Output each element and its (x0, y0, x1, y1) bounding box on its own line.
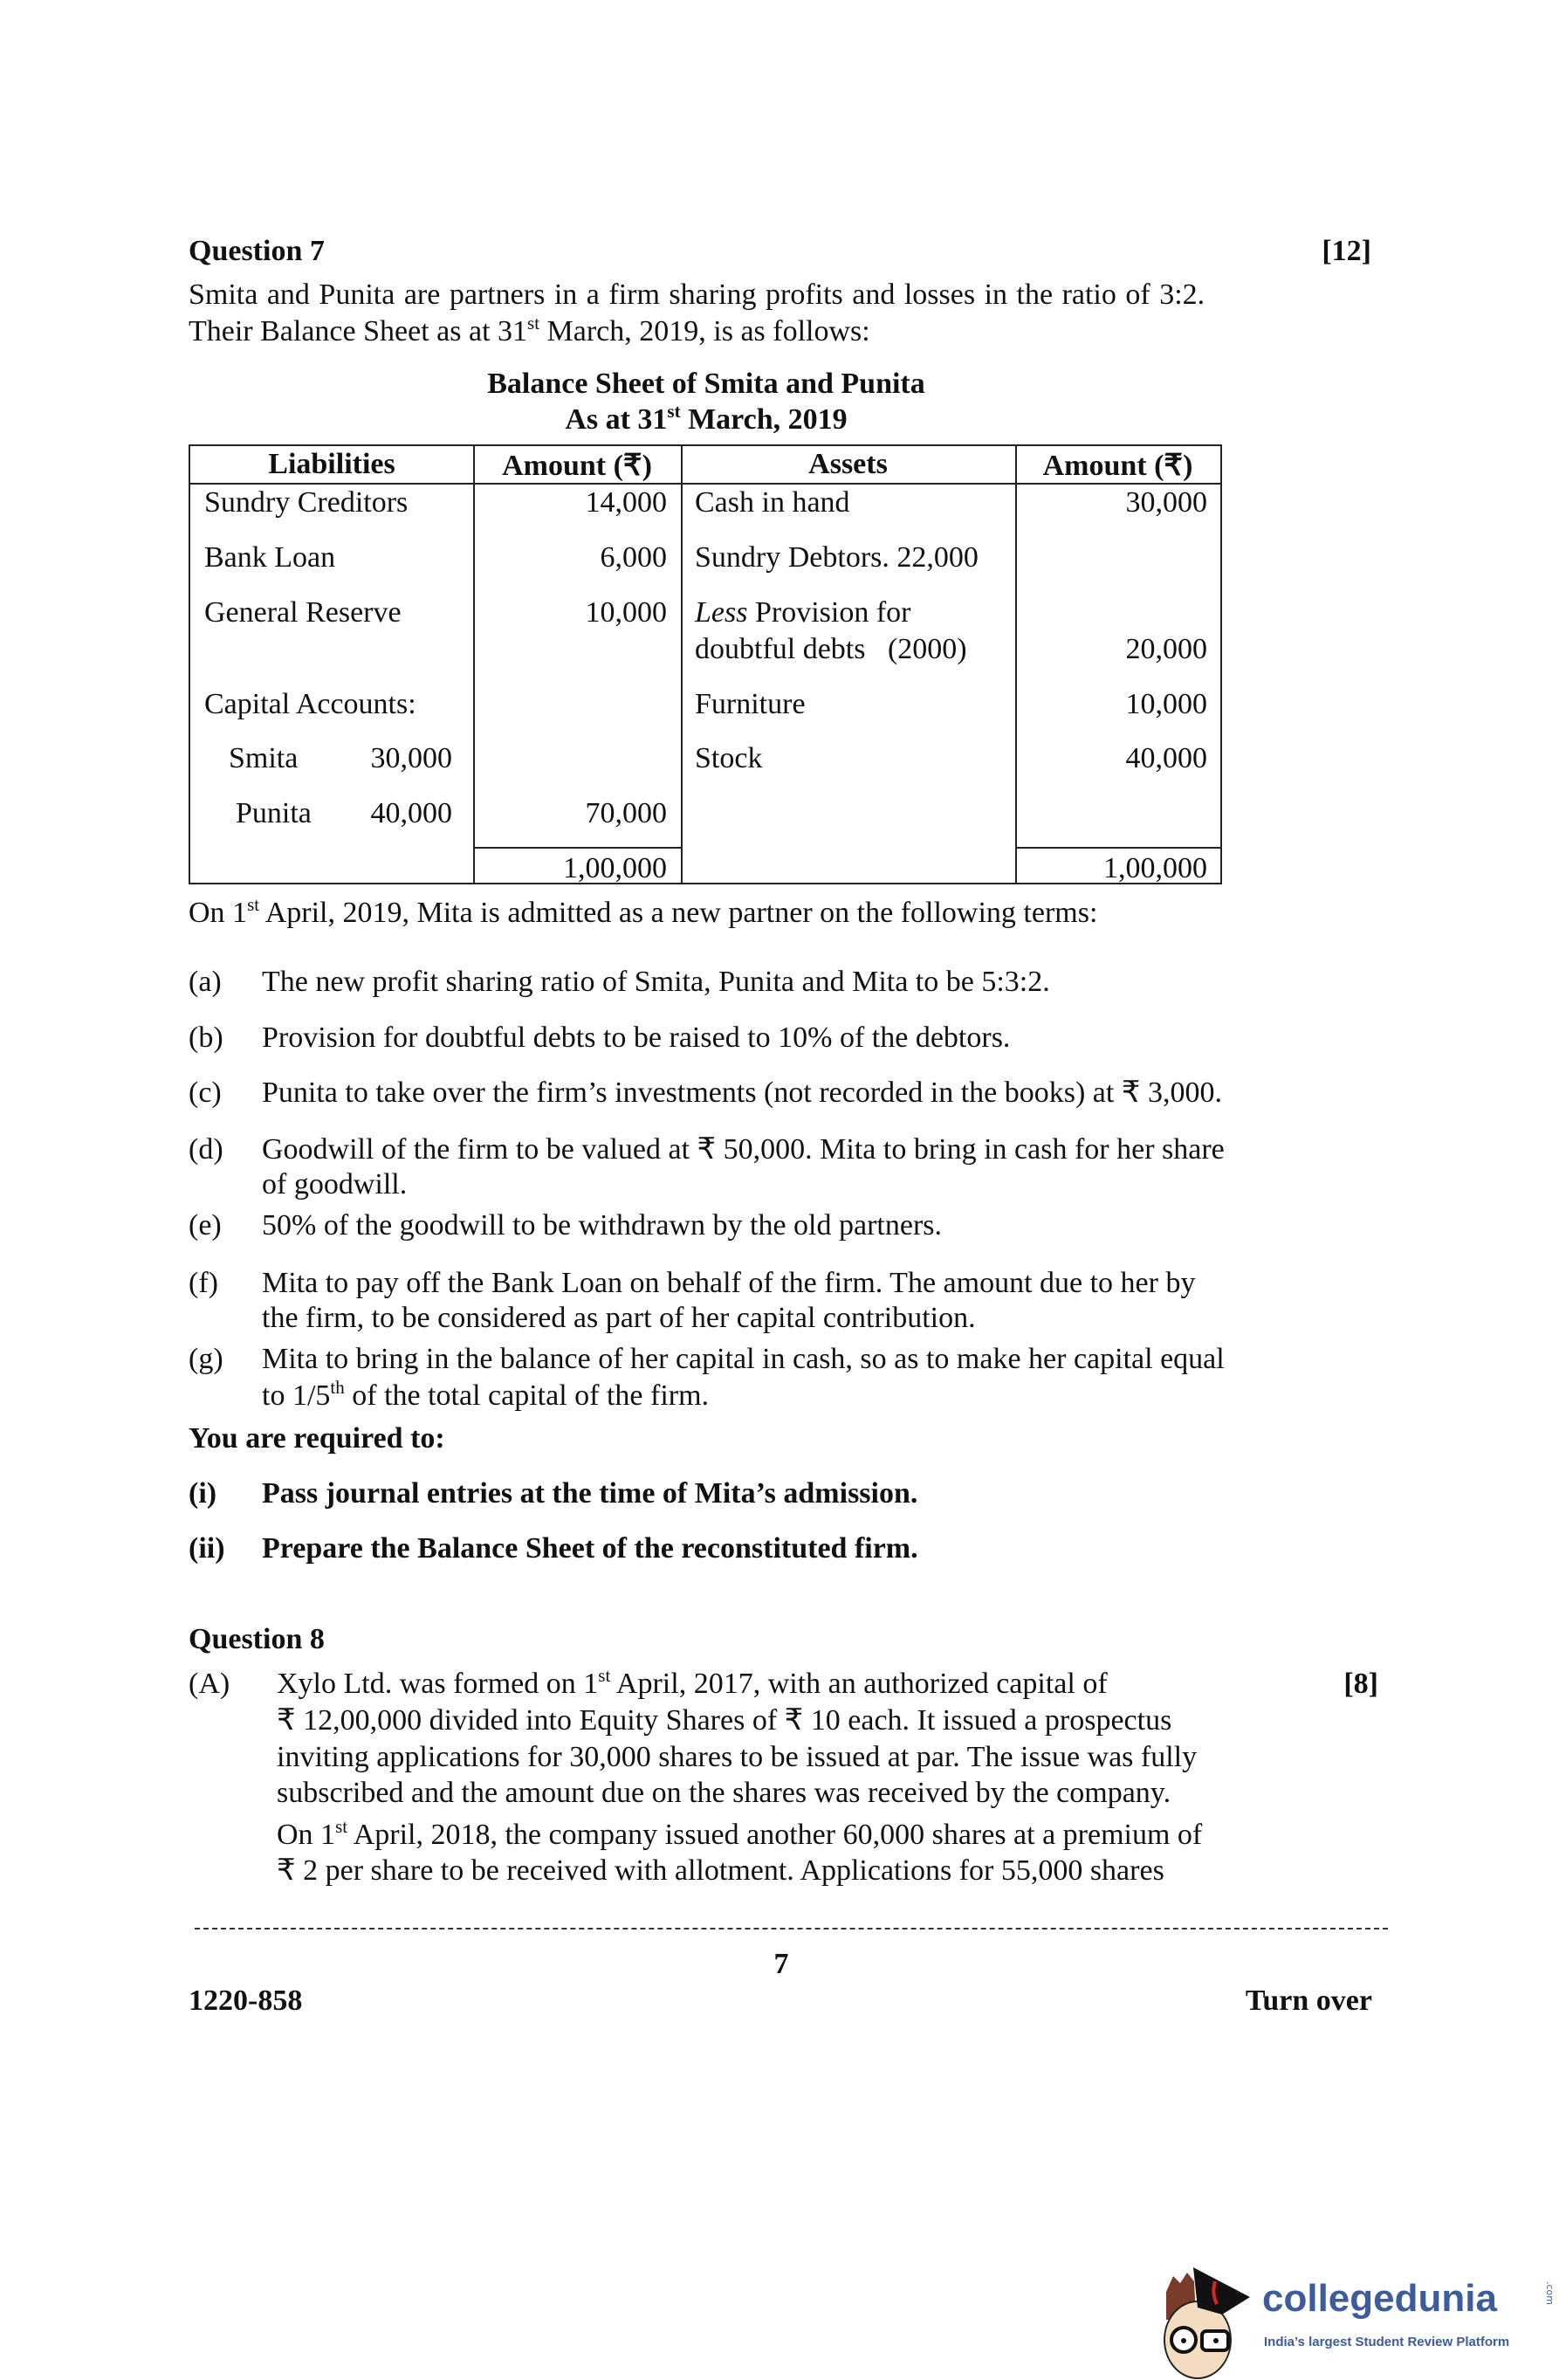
term-g-continued (262, 1379, 709, 1414)
req-text: Pass journal entries at the time of Mita’s admission. (262, 1477, 918, 1510)
q8-line: subscribed and the amount due on the shares was received by the company. (277, 1777, 1171, 1809)
text: th (330, 1377, 345, 1398)
liability-label: Bank Loan (204, 541, 336, 574)
text: Provision for (747, 596, 911, 629)
dashed-divider (195, 1928, 1388, 1929)
text: April, 2018, the company issued another 60,000 shares at a premium of (347, 1819, 1203, 1851)
header-assets: Assets (808, 448, 888, 480)
partner-label: Smita (229, 742, 299, 774)
intro-line (189, 314, 870, 349)
term-key: (c) (189, 1077, 222, 1109)
admission-text (189, 896, 1097, 931)
asset-amount: 30,000 (1125, 486, 1207, 519)
logo-wordmark: collegedunia (1262, 2277, 1497, 2320)
term-text: 50% of the goodwill to be withdrawn by the old partners. (262, 1209, 943, 1242)
q8-line (277, 1818, 1202, 1853)
partner-label: Punita (236, 797, 312, 829)
liability-label: Sundry Creditors (204, 486, 409, 519)
q8-line: inviting applications for 30,000 shares to be issued at par. The issue was fully (277, 1741, 1198, 1773)
text: Their Balance Sheet as at 31 (189, 315, 528, 347)
paper-code: 1220-858 (189, 1984, 303, 2017)
required-heading: You are required to: (189, 1422, 445, 1455)
question-8-title: Question 8 (189, 1623, 325, 1655)
page-number: 7 (773, 1948, 789, 1980)
q8-line (277, 1667, 1108, 1702)
text: st (598, 1665, 611, 1686)
header-amount: Amount (₹) (502, 450, 652, 482)
turn-over: Turn over (1245, 1984, 1372, 2017)
req-key: (i) (189, 1477, 217, 1510)
text: April, 2017, with an authorized capital of (610, 1668, 1108, 1700)
liability-amount: 70,000 (585, 797, 667, 829)
term-text: The new profit sharing ratio of Smita, Punita and Mita to be 5:3:2. (262, 966, 1050, 998)
term-key: (b) (189, 1021, 223, 1054)
term-text: Provision for doubtful debts to be raised to 10% of the debtors. (262, 1021, 1011, 1054)
intro-line: Smita and Punita are partners in a firm sharing profits and losses in the ratio of 3:2. (189, 279, 1205, 311)
text: to 1/5 (262, 1379, 331, 1412)
req-key: (ii) (189, 1532, 225, 1565)
liability-amount: 10,000 (585, 596, 667, 629)
collegedunia-logo (1154, 2257, 1559, 2380)
term-key: (f) (189, 1267, 218, 1299)
text: st (247, 894, 260, 915)
header-liabilities: Liabilities (268, 448, 395, 480)
logo-dotcom: .com (1544, 2281, 1556, 2305)
term-text: Mita to pay off the Bank Loan on behalf of the firm. The amount due to her by (262, 1267, 1196, 1299)
asset-amount: 40,000 (1125, 742, 1207, 774)
asset-amount: 20,000 (1125, 633, 1207, 665)
partner-capital: 30,000 (370, 742, 452, 774)
liability-label: Capital Accounts: (204, 688, 416, 720)
question-8-marks: [8] (1343, 1668, 1378, 1700)
q8-line: ₹ 2 per share to be received with allotment. Applications for 55,000 shares (277, 1854, 1164, 1887)
text: of the total capital of the firm. (344, 1379, 710, 1412)
asset-amount: 10,000 (1125, 688, 1207, 720)
liability-amount: 14,000 (585, 486, 667, 519)
term-key: (g) (189, 1343, 223, 1375)
total-liabilities: 1,00,000 (563, 852, 667, 884)
text: st (527, 313, 540, 334)
term-text: Punita to take over the firm’s investments (not recorded in the books) at ₹ 3,000. (262, 1077, 1222, 1109)
header-amount: Amount (₹) (1042, 450, 1193, 482)
asset-label (695, 595, 910, 630)
text: On 1 (277, 1819, 336, 1851)
asset-label: Stock (695, 742, 763, 774)
req-text: Prepare the Balance Sheet of the reconstituted firm. (262, 1532, 918, 1565)
divider (473, 847, 681, 849)
balance-sheet-title: Balance Sheet of Smita and Punita (487, 368, 925, 400)
text: As at 31 (565, 403, 668, 436)
asset-label: Cash in hand (695, 486, 850, 519)
text: Xylo Ltd. was formed on 1 (277, 1668, 599, 1700)
question-7-marks: [12] (1322, 235, 1371, 267)
divider (681, 446, 683, 883)
term-key: (a) (189, 966, 222, 998)
question-7-title: Question 7 (189, 235, 325, 267)
divider (1015, 847, 1220, 849)
liability-amount: 6,000 (600, 541, 667, 574)
text: March, 2019 (680, 403, 848, 436)
balance-sheet-date (189, 402, 1224, 437)
term-text: the firm, to be considered as part of her capital contribution. (262, 1302, 976, 1334)
term-key: (e) (189, 1209, 222, 1242)
partner-capital: 40,000 (370, 797, 452, 829)
term-key: (d) (189, 1133, 223, 1166)
text: April, 2019, Mita is admitted as a new partner on the following terms: (259, 897, 1098, 929)
text: st (667, 401, 681, 422)
total-assets: 1,00,000 (1103, 852, 1207, 884)
liability-label: General Reserve (204, 596, 402, 629)
text: st (335, 1816, 348, 1837)
term-text: Goodwill of the firm to be valued at ₹ 50,000. Mita to bring in cash for her share (262, 1133, 1225, 1166)
q8-line: ₹ 12,00,000 divided into Equity Shares of ₹ 10 each. It issued a prospectus (277, 1704, 1172, 1737)
asset-label: Sundry Debtors. 22,000 (695, 541, 979, 574)
term-text: of goodwill. (262, 1168, 408, 1200)
text: March, 2019, is as follows: (539, 315, 870, 347)
mascot-icon (1154, 2257, 1263, 2380)
term-text: Mita to bring in the balance of her capital in cash, so as to make her capital equal (262, 1343, 1225, 1375)
asset-label: Furniture (695, 688, 806, 720)
asset-label: doubtful debts (2000) (695, 633, 967, 665)
logo-tagline: India’s largest Student Review Platform (1264, 2335, 1510, 2349)
text: On 1 (189, 897, 248, 929)
balance-sheet-table (189, 444, 1222, 884)
text: Less (695, 596, 748, 629)
part-key: (A) (189, 1668, 230, 1700)
